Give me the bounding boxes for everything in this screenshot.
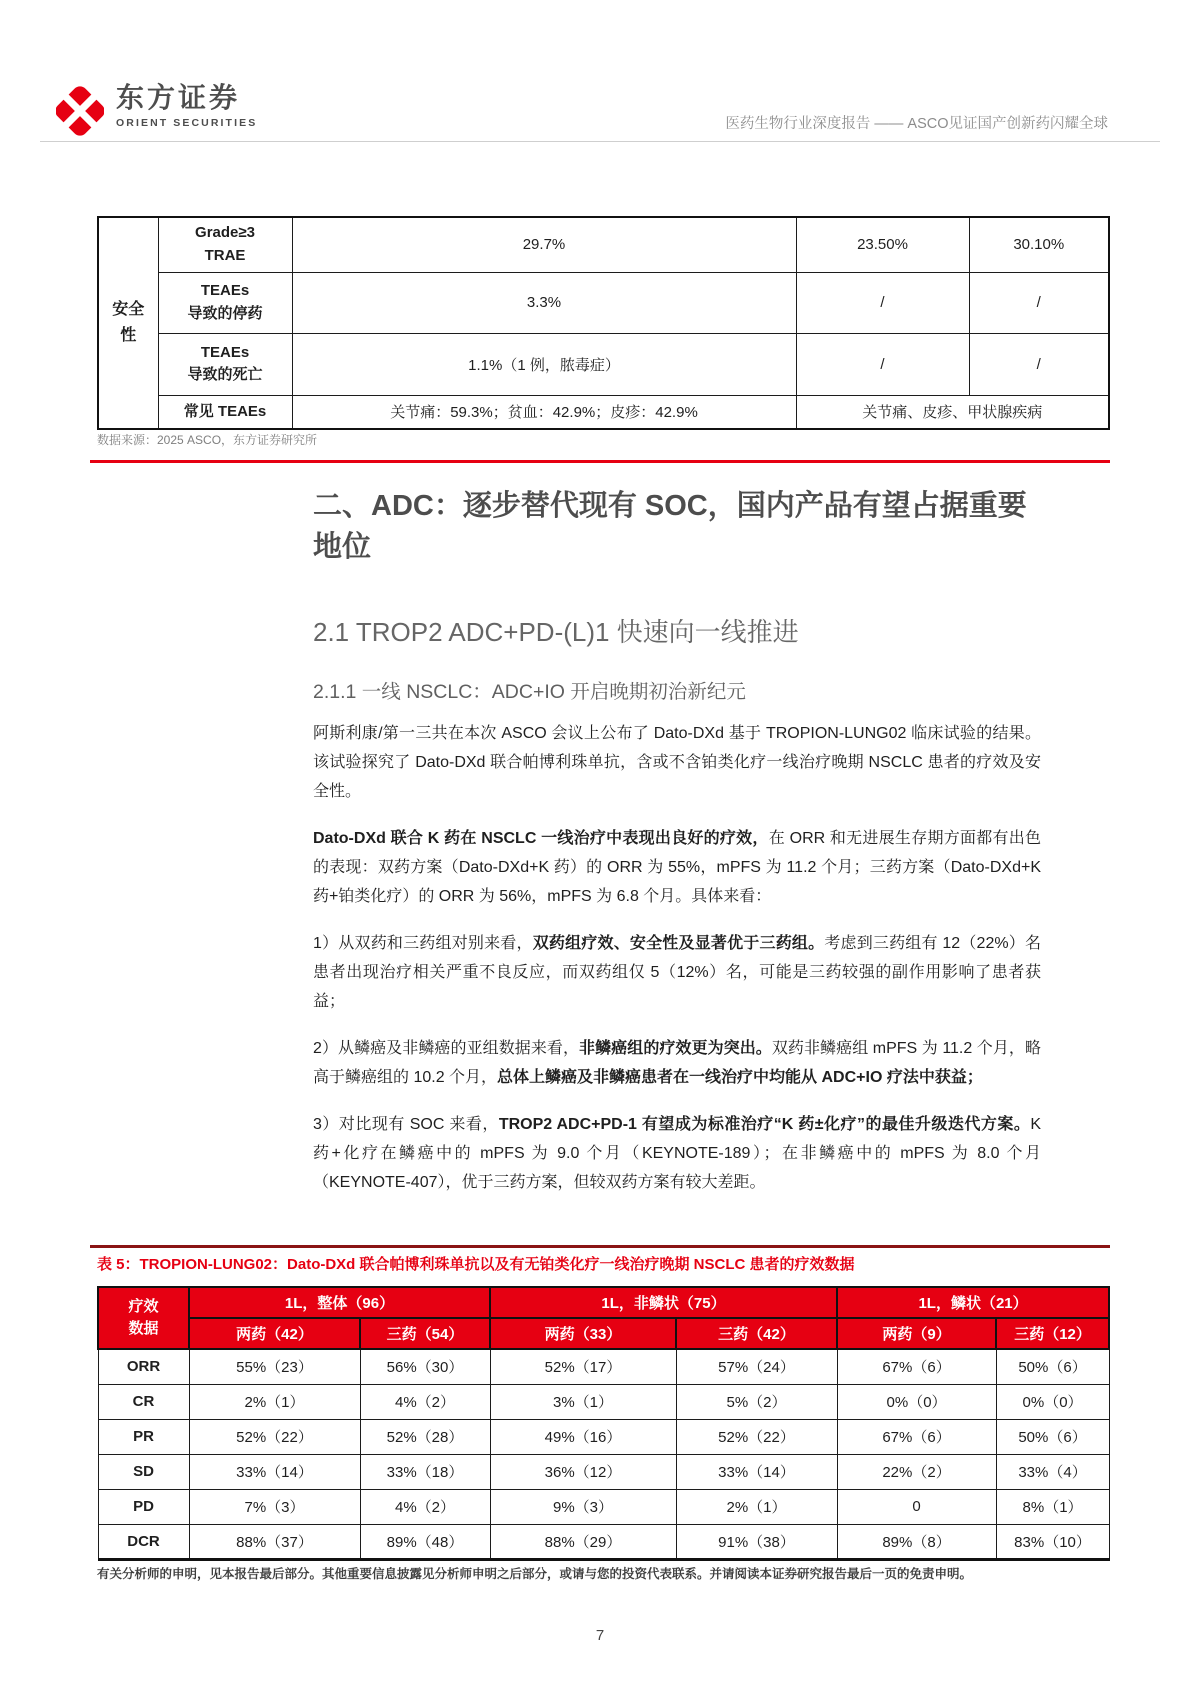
table-row bbox=[98, 1318, 1109, 1349]
table5-cell: 89%（48） bbox=[360, 1524, 490, 1559]
table-cell: / bbox=[796, 272, 969, 333]
table5-title: 表 5：TROPION-LUNG02：Dato-DXd 联合帕博利珠单抗以及有无铂类化疗一线治疗晚期 NSCLC 患者的疗效数据 bbox=[97, 1256, 855, 1273]
table5-cell: 4%（2） bbox=[360, 1384, 490, 1419]
table5-cell: 0%（0） bbox=[837, 1384, 996, 1419]
table5-cell: 52%（22） bbox=[189, 1419, 360, 1454]
text-segment-bold: TROP2 ADC+PD-1 有望成为标准治疗“K 药±化疗”的最佳升级迭代方案。 bbox=[498, 1116, 1031, 1133]
text-segment: 双药非鳞癌组 mPFS 为 11.2 个月，略高于鳞癌组的 10.2 个月， bbox=[313, 1040, 1041, 1086]
sub-header: 两药（33） bbox=[490, 1318, 676, 1349]
section-heading-level3: 2.1.1 一线 NSCLC：ADC+IO 开启晚期初治新纪元 bbox=[313, 681, 746, 703]
table5-row bbox=[98, 1454, 1109, 1489]
table5-cell: 91%（38） bbox=[676, 1524, 837, 1559]
table-cell: 3.3% bbox=[292, 272, 796, 333]
table5-row bbox=[98, 1489, 1109, 1524]
table5-cell: 7%（3） bbox=[189, 1489, 360, 1524]
table-cell: / bbox=[969, 272, 1109, 333]
table5-cell: 2%（1） bbox=[189, 1384, 360, 1419]
table5-cell: 50%（6） bbox=[996, 1419, 1109, 1454]
table-row bbox=[98, 1287, 1109, 1318]
table5-cell: 4%（2） bbox=[360, 1489, 490, 1524]
logo-text bbox=[116, 82, 257, 129]
paragraph bbox=[313, 1034, 1041, 1092]
table5-cell: 3%（1） bbox=[490, 1384, 676, 1419]
sub-header: 三药（54） bbox=[360, 1318, 490, 1349]
table5-row bbox=[98, 1384, 1109, 1419]
sub-header: 两药（42） bbox=[189, 1318, 360, 1349]
paragraph bbox=[313, 824, 1041, 911]
table5-cell: 49%（16） bbox=[490, 1419, 676, 1454]
corner-line2: 数据 bbox=[128, 1320, 159, 1337]
text-segment-bold: 双药组疗效、安全性及显著优于三药组。 bbox=[532, 935, 825, 952]
table5-cell: 36%（12） bbox=[490, 1454, 676, 1489]
table5-row-label: PR bbox=[98, 1419, 189, 1454]
table-cell: 30.10% bbox=[969, 217, 1109, 272]
paragraph bbox=[313, 929, 1041, 1016]
row-label-line1: TEAEs bbox=[200, 282, 250, 299]
table-cell: 1.1%（1 例，脓毒症） bbox=[292, 333, 796, 395]
paragraph bbox=[313, 719, 1041, 806]
table-cell-merged: 关节痛、皮疹、甲状腺疾病 bbox=[796, 395, 1109, 429]
text-segment: 在 ORR 和无进展生存期方面都有出色的表现：双药方案（Dato-DXd+K 药）的 ORR 为 55%，mPFS 为 11.2 个月；三药方案（Dato-DXd+K 药+铂类化疗）的 ORR 为 56%，mPFS 为 6.8 个月。具体来看： bbox=[313, 830, 1041, 905]
orient-logo-diamond-icon bbox=[56, 84, 104, 138]
disclaimer-text: 有关分析师的申明，见本报告最后部分。其他重要信息披露见分析师申明之后部分，或请与您的投资代表联系。并请阅读本证券研究报告最后一页的免责申明。 bbox=[97, 1567, 973, 1581]
table-cell: 23.50% bbox=[796, 217, 969, 272]
row-label: 常见 TEAEs bbox=[158, 395, 292, 429]
text-segment-bold: 总体上鳞癌及非鳞癌患者在一线治疗中均能从 ADC+IO 疗法中获益； bbox=[497, 1069, 983, 1086]
table5-cell: 83%（10） bbox=[996, 1524, 1109, 1559]
row-label-line2: 导致的死亡 bbox=[187, 366, 263, 383]
safety-group-cell bbox=[98, 217, 158, 429]
text-segment: 阿斯利康/第一三共在本次 ASCO 会议上公布了 Dato-DXd 基于 TROPION-LUNG02 临床试验的结果。该试验探究了 Dato-DXd 联合帕博利珠单抗，含或不含铂类化疗一线治疗晚期 NSCLC 患者的疗效及安全性。 bbox=[313, 725, 1041, 800]
paragraph bbox=[313, 1110, 1041, 1197]
table5-cell: 88%（37） bbox=[189, 1524, 360, 1559]
table-row bbox=[98, 395, 1109, 429]
row-label-line2: 导致的停药 bbox=[187, 304, 263, 322]
table5-cell: 33%（14） bbox=[676, 1454, 837, 1489]
text-segment-bold: 非鳞癌组的疗效更为突出。 bbox=[579, 1040, 772, 1057]
sub-header: 两药（9） bbox=[837, 1318, 996, 1349]
table5-cell: 52%（22） bbox=[676, 1419, 837, 1454]
group-header: 1L，非鳞状（75） bbox=[490, 1287, 837, 1318]
table5-row-label: ORR bbox=[98, 1349, 189, 1384]
section-heading-level2: 2.1 TROP2 ADC+PD-(L)1 快速向一线推进 bbox=[313, 617, 799, 647]
table-cell: / bbox=[969, 333, 1109, 395]
row-label-line1: TEAEs bbox=[200, 343, 250, 361]
text-segment: 1）从双药和三药组对别来看， bbox=[313, 935, 533, 952]
table5-cell: 9%（3） bbox=[490, 1489, 676, 1524]
text-segment: K 药+化疗在鳞癌中的 mPFS 为 9.0 个月（KEYNOTE-189）；在非鳞癌中的 mPFS 为 8.0 个月（KEYNOTE-407），优于三药方案，但较双药方案有较大差距。 bbox=[313, 1116, 1041, 1191]
table5-cell: 67%（6） bbox=[837, 1419, 996, 1454]
table5-cell: 52%（28） bbox=[360, 1419, 490, 1454]
table5-cell: 56%（30） bbox=[360, 1349, 490, 1384]
row-label-line2: TRAE bbox=[204, 246, 246, 264]
section-red-rule bbox=[90, 460, 1110, 463]
table-cell: 29.7% bbox=[292, 217, 796, 272]
table5-row-label: PD bbox=[98, 1489, 189, 1524]
table5-cell: 50%（6） bbox=[996, 1349, 1109, 1384]
table-row bbox=[98, 333, 1109, 395]
table5-cell: 22%（2） bbox=[837, 1454, 996, 1489]
row-label bbox=[158, 217, 292, 272]
table5-cell: 5%（2） bbox=[676, 1384, 837, 1419]
row-label-line1: Grade≥3 bbox=[195, 224, 255, 242]
table5 bbox=[97, 1286, 1110, 1561]
group-label-line1: 安全 bbox=[112, 301, 145, 319]
row-label bbox=[158, 333, 292, 395]
page-number: 7 bbox=[595, 1627, 605, 1644]
body-text bbox=[313, 719, 1041, 1215]
table5-row bbox=[98, 1419, 1109, 1454]
text-segment: 考虑到三药组有 12（22%）名患者出现治疗相关严重不良反应，而双药组仅 5（12%）名，可能是三药较强的副作用影响了患者获益； bbox=[313, 935, 1041, 1010]
table5-row bbox=[98, 1524, 1109, 1559]
table5-row-label: SD bbox=[98, 1454, 189, 1489]
table5-cell: 57%（24） bbox=[676, 1349, 837, 1384]
table5-cell: 88%（29） bbox=[490, 1524, 676, 1559]
table-row bbox=[98, 272, 1109, 333]
table-row bbox=[98, 217, 1109, 272]
table5-row-label: DCR bbox=[98, 1524, 189, 1559]
table-cell: / bbox=[796, 333, 969, 395]
group-label-line2: 性 bbox=[120, 327, 137, 344]
table5-row-label: CR bbox=[98, 1384, 189, 1419]
table5-body bbox=[98, 1349, 1109, 1559]
table5-cell: 89%（8） bbox=[837, 1524, 996, 1559]
table5-top-rule bbox=[90, 1245, 1110, 1248]
data-source-note: 数据来源：2025 ASCO，东方证券研究所 bbox=[97, 433, 318, 447]
logo-name-en: ORIENT SECURITIES bbox=[116, 117, 258, 129]
table5-cell: 0%（0） bbox=[996, 1384, 1109, 1419]
table5-cell: 33%（4） bbox=[996, 1454, 1109, 1489]
table5-cell: 67%（6） bbox=[837, 1349, 996, 1384]
text-segment: 2）从鳞癌及非鳞癌的亚组数据来看， bbox=[313, 1040, 580, 1057]
table5-corner-cell bbox=[98, 1287, 189, 1349]
header-divider bbox=[40, 141, 1160, 142]
table5-cell: 0 bbox=[837, 1489, 996, 1524]
text-segment-bold: Dato-DXd 联合 K 药在 NSCLC 一线治疗中表现出良好的疗效， bbox=[313, 830, 769, 847]
table5-cell: 2%（1） bbox=[676, 1489, 837, 1524]
section-heading-level1: 二、ADC：逐步替代现有 SOC，国内产品有望占据重要地位 bbox=[313, 490, 1027, 563]
table5-cell: 33%（18） bbox=[360, 1454, 490, 1489]
table5-row bbox=[98, 1349, 1109, 1384]
logo-name-cn: 东方证券 bbox=[116, 82, 241, 113]
group-header: 1L，整体（96） bbox=[189, 1287, 490, 1318]
orient-securities-logo bbox=[56, 82, 257, 138]
table5-header bbox=[98, 1287, 1109, 1349]
table5-cell: 55%（23） bbox=[189, 1349, 360, 1384]
table5-cell: 52%（17） bbox=[490, 1349, 676, 1384]
row-label bbox=[158, 272, 292, 333]
group-header: 1L，鳞状（21） bbox=[837, 1287, 1109, 1318]
sub-header: 三药（42） bbox=[676, 1318, 837, 1349]
sub-header: 三药（12） bbox=[996, 1318, 1109, 1349]
table-cell: 关节痛：59.3%；贫血：42.9%；皮疹：42.9% bbox=[292, 395, 796, 429]
table5-cell: 8%（1） bbox=[996, 1489, 1109, 1524]
table5-cell: 33%（14） bbox=[189, 1454, 360, 1489]
text-segment: 3）对比现有 SOC 来看， bbox=[313, 1116, 499, 1133]
safety-table bbox=[97, 216, 1110, 430]
corner-line1: 疗效 bbox=[128, 1297, 159, 1315]
report-header-line: 医药生物行业深度报告 —— ASCO见证国产创新药闪耀全球 bbox=[725, 116, 1108, 132]
